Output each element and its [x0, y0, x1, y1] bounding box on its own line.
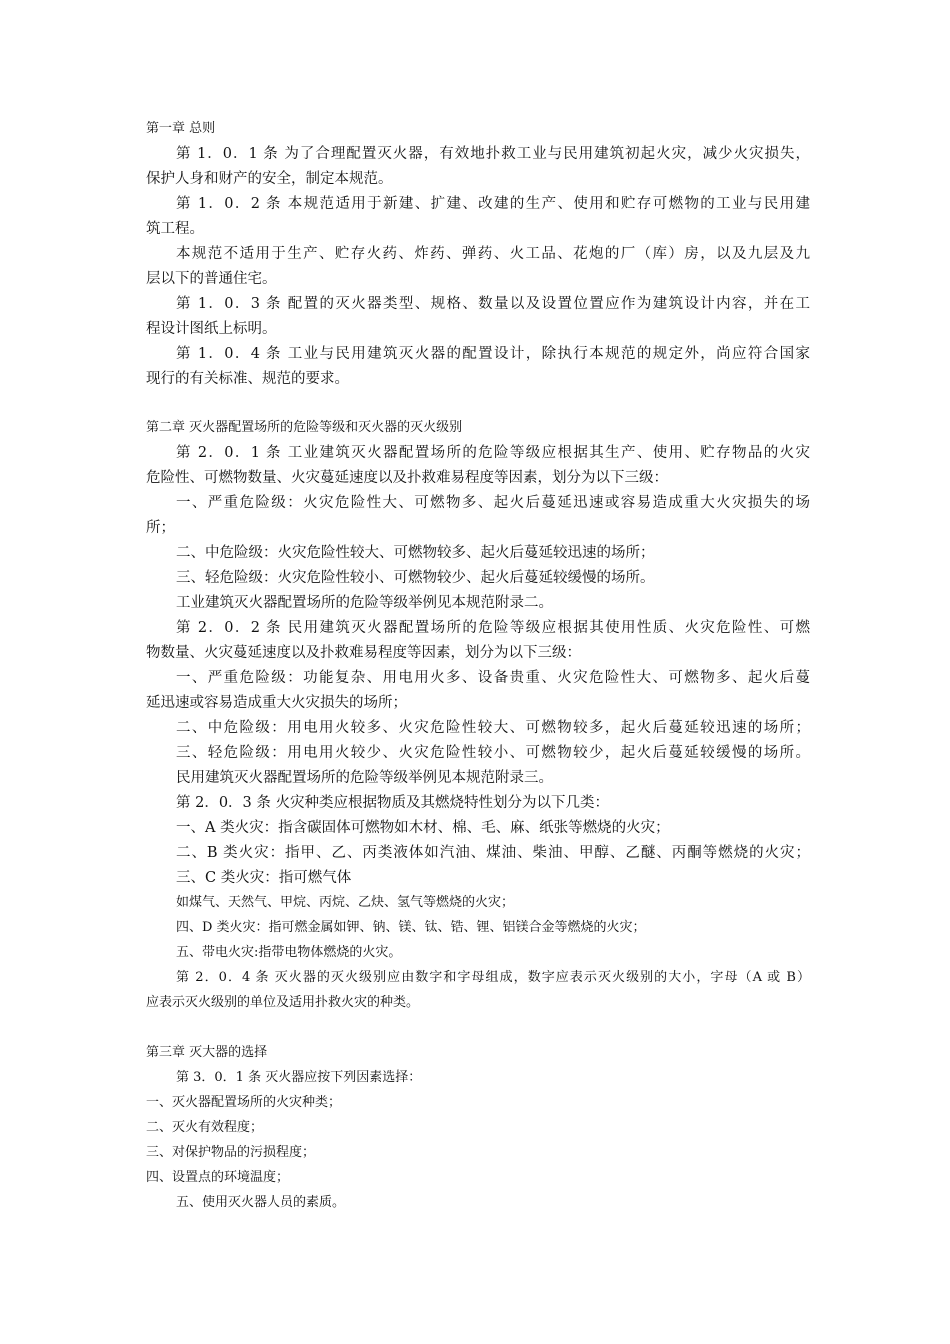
list-item: 五、使用灭火器人员的素质。: [176, 1195, 346, 1210]
list-item: 四、设置点的环境温度；: [146, 1170, 290, 1185]
article-line: 第 1．0．3 条 配置的灭火器类型、规格、数量以及设置位置应作为建筑设计内容，并在工: [176, 296, 810, 312]
article-line: 保护人身和财产的安全，制定本规范。: [146, 171, 393, 187]
note-line: 工业建筑灭火器配置场所的危险等级举例见本规范附录二。: [176, 595, 553, 611]
list-item: 三、对保护物品的污损程度；: [146, 1145, 316, 1160]
list-item: 所；: [146, 520, 175, 536]
article-line: 物数量、火灾蔓延速度以及扑救难易程度等因素，划分为以下三级：: [146, 645, 581, 661]
list-item: 四、D 类火灾：指可燃金属如钾、钠、镁、钛、锆、锂、铝镁合金等燃烧的火灾；: [176, 920, 646, 935]
article-line: 第 1．0．1 条 为了合理配置灭火器，有效地扑救工业与民用建筑初起火灾，减少火灾损失，: [176, 146, 810, 162]
article-line: 第 2．0．2 条 民用建筑灭火器配置场所的危险等级应根据其使用性质、火灾危险性、可燃: [176, 620, 810, 636]
chapter-title: 第二章 灭火器配置场所的危险等级和灭火器的灭火级别: [146, 420, 463, 435]
article-line: 程设计图纸上标明。: [146, 321, 277, 337]
list-item: 一、A 类火灾：指含碳固体可燃物如木材、棉、毛、麻、纸张等燃烧的火灾；: [176, 820, 670, 836]
list-item: 一、严重危险级：火灾危险性大、可燃物多、起火后蔓延迅速或容易造成重大火灾损失的场: [176, 495, 810, 511]
list-item: 一、严重危险级：功能复杂、用电用火多、设备贵重、火灾危险性大、可燃物多、起火后蔓: [176, 670, 810, 686]
list-item: 二、B 类火灾：指甲、乙、丙类液体如汽油、煤油、柴油、甲醇、乙醚、丙酮等燃烧的火灾；: [176, 845, 810, 861]
article-line: 本规范不适用于生产、贮存火药、炸药、弹药、火工品、花炮的厂（库）房，以及九层及九: [176, 246, 810, 262]
article-line: 第 2．0．3 条 火灾种类应根据物质及其燃烧特性划分为以下几类：: [176, 795, 610, 811]
article-line: 应表示灭火级别的单位及适用扑救火灾的种类。: [146, 995, 420, 1010]
article-line: 现行的有关标准、规范的要求。: [146, 371, 349, 387]
article-line: 筑工程。: [146, 221, 204, 237]
article-line: 第 1．0．2 条 本规范适用于新建、扩建、改建的生产、使用和贮存可燃物的工业与民用建: [176, 196, 810, 212]
chapter-title: 第三章 灭大器的选择: [146, 1045, 268, 1060]
article-line: 第 3．0．1 条 灭火器应按下列因素选择：: [176, 1070, 422, 1085]
list-item: 延迅速或容易造成重大火灾损失的场所；: [146, 695, 407, 711]
list-item: 二、中危险级：用电用火较多、火灾危险性较大、可燃物较多，起火后蔓延较迅速的场所；: [176, 720, 810, 736]
list-item: 二、中危险级：火灾危险性较大、可燃物较多、起火后蔓延较迅速的场所；: [176, 545, 655, 561]
list-item: 二、灭火有效程度；: [146, 1120, 264, 1135]
list-item: 一、灭火器配置场所的火灾种类；: [146, 1095, 342, 1110]
article-line: 第 2．0．1 条 工业建筑灭火器配置场所的危险等级应根据其生产、使用、贮存物品的火灾: [176, 445, 810, 461]
list-item: 如煤气、天然气、甲烷、丙烷、乙炔、氢气等燃烧的火灾；: [176, 895, 515, 910]
article-line: 第 1．0．4 条 工业与民用建筑灭火器的配置设计，除执行本规范的规定外，尚应符合国家: [176, 346, 810, 362]
list-item: 五、带电火灾:指带电物体燃烧的火灾。: [176, 945, 402, 960]
article-line: 层以下的普通住宅。: [146, 271, 277, 287]
list-item: 三、轻危险级：用电用火较少、火灾危险性较小、可燃物较少，起火后蔓延较缓慢的场所。: [176, 745, 810, 761]
article-line: 危险性、可燃物数量、火灾蔓延速度以及扑救难易程度等因素，划分为以下三级：: [146, 470, 668, 486]
chapter-title: 第一章 总则: [146, 121, 216, 136]
list-item: 三、C 类火灾：指可燃气体: [176, 870, 352, 886]
list-item: 三、轻危险级：火灾危险性较小、可燃物较少、起火后蔓延较缓慢的场所。: [176, 570, 655, 586]
note-line: 民用建筑灭火器配置场所的危险等级举例见本规范附录三。: [176, 770, 553, 786]
article-line: 第 2．0．4 条 灭火器的灭火级别应由数字和字母组成，数字应表示灭火级别的大小，字母（A 或 B）: [176, 970, 810, 985]
